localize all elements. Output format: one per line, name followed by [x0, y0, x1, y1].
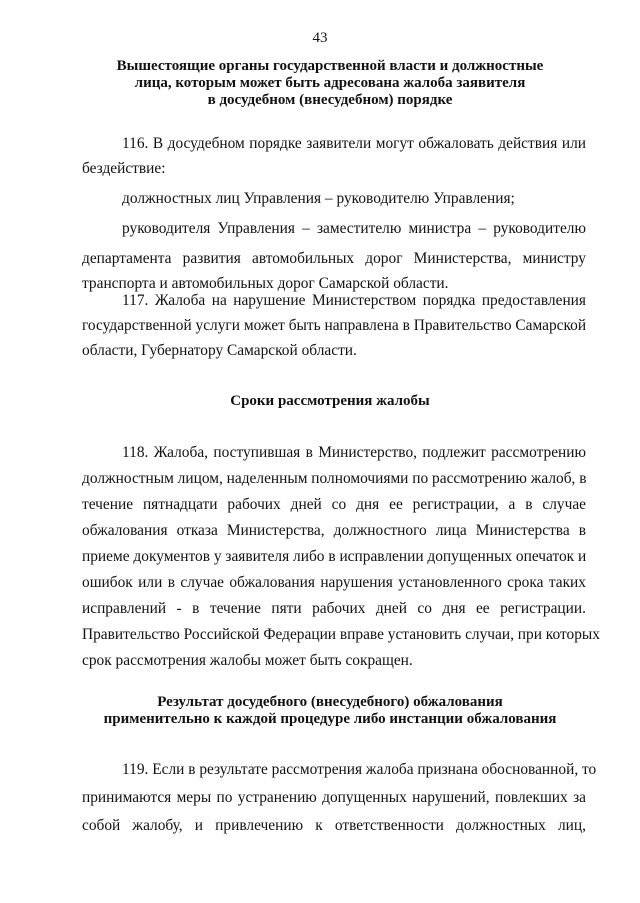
text-line: области, Губернатору Самарской области.: [82, 342, 357, 359]
page-number: 43: [312, 30, 328, 46]
section-heading-appeal-bodies: [60, 58, 600, 109]
heading-line: в досудебном (внесудебном) порядке: [207, 92, 453, 108]
text-line: исправлений - в течение пяти рабочих дней со дня ее регистрации.: [82, 600, 586, 617]
heading-line: применительно к каждой процедуре либо инстанции обжалования: [103, 711, 557, 727]
heading-line: Результат досудебного (внесудебного) обжалования: [157, 694, 503, 710]
text-line: 119. Если в результате рассмотрения жалоба признана обоснованной, то: [122, 761, 597, 778]
section-heading-appeal-result: [60, 694, 600, 728]
text-line: департамента развития автомобильных дорог Министерства, министру: [82, 250, 586, 267]
text-line: бездействие:: [82, 160, 166, 177]
text-line: 117. Жалоба на нарушение Министерством порядка предоставления: [122, 292, 586, 309]
text-line: ошибок или в случае обжалования нарушения установленного срока таких: [82, 574, 586, 591]
text-line: 118. Жалоба, поступившая в Министерство, подлежит рассмотрению: [122, 444, 586, 461]
text-line: транспорта и автомобильных дорог Самарской области.: [82, 275, 449, 292]
text-line: руководителя Управления – заместителю министра – руководителю: [122, 220, 586, 237]
text-line: приеме документов у заявителя либо в исправлении допущенных опечаток и: [82, 548, 587, 565]
text-line: срок рассмотрения жалобы может быть сокращен.: [82, 652, 413, 669]
paragraph-117: [82, 288, 586, 363]
paragraph-116: [82, 131, 586, 296]
text-line: обжалования отказа Министерства, должностного лица Министерства в: [82, 522, 586, 539]
text-line: Правительство Российской Федерации вправе установить случаи, при которых: [82, 626, 600, 643]
heading-line: Сроки рассмотрения жалобы: [230, 393, 430, 409]
text-line: государственной услуги может быть направлена в Правительство Самарской: [82, 317, 587, 334]
paragraph-119: [82, 757, 597, 841]
text-line: 116. В досудебном порядке заявители могут обжаловать действия или: [122, 135, 586, 152]
text-line: должностным лицом, наделенным полномочиями по рассмотрению жалоб, в: [82, 470, 587, 487]
heading-line: Вышестоящие органы государственной власти и должностные: [116, 58, 544, 74]
text-line: должностных лиц Управления – руководителю Управления;: [122, 190, 515, 207]
paragraph-118: [82, 440, 600, 674]
text-line: принимаются меры по устранению допущенных нарушений, повлекших за: [82, 789, 586, 806]
section-heading-review-terms: [60, 393, 600, 410]
heading-line: лица, которым может быть адресована жалоба заявителя: [134, 75, 526, 91]
text-line: течение пятнадцати рабочих дней со дня ее регистрации, а в случае: [82, 496, 586, 513]
text-line: собой жалобу, и привлечению к ответственности должностных лиц,: [82, 817, 586, 834]
